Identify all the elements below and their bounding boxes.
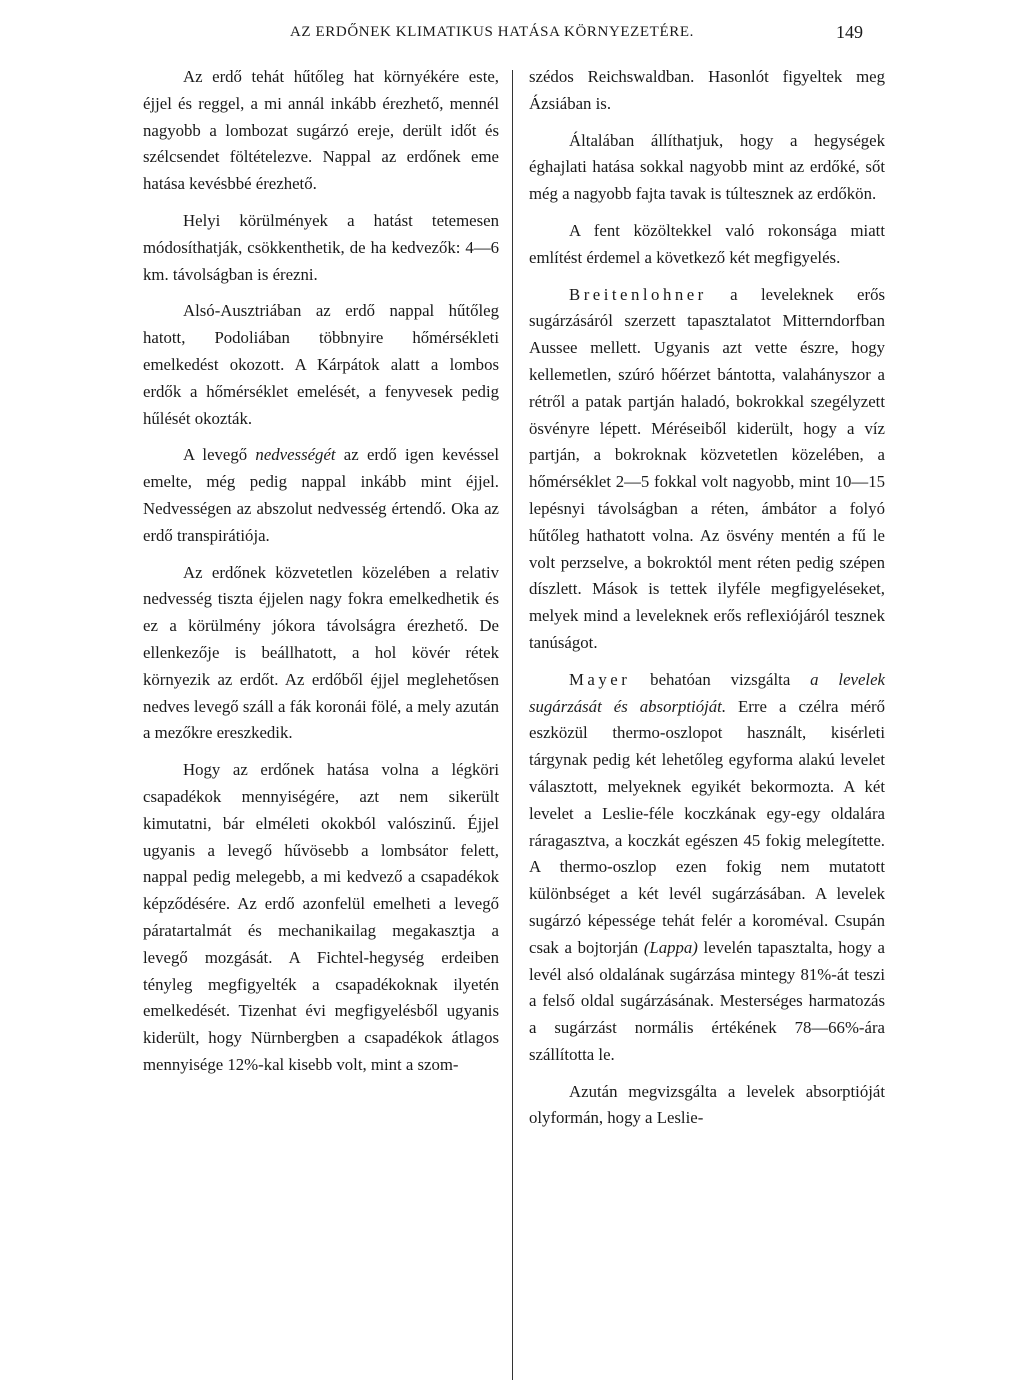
- text-run: a leveleknek erős sugárzásáról szerzett tapasztalatot Mitterndorfban Aussee mellett. Ugyanis azt vette észre, hogy kellemetlen, szúró hőérzet bántotta, valahányszor a rétről a patak partján haladó, bokrokkal szegélyzett ösvényre lépett. Méréseiből kiderült, hogy a víz partján, a bokroknak közvetetlen közelében, a hőmérséklet 2—5 fokkal volt nagyobb, mint 10—15 lepésnyi távolságban a réten, ámbátor a folyó hűtőleg hathatott volna. Az ösvény mentén a fű le volt perzselve, a bokroktól ment réten pedig szépen díszlett. Mások is tettek ilyféle megfigyeléseket, melyek mind a leveleknek erős reflexiójáról tesznek tanúságot.: [529, 284, 885, 652]
- paragraph: Az erdő tehát hűtőleg hat környékére este, éjjel és reggel, a mi annál inkább érezhető, mennél nagyobb a lombozat sugárzó ereje, derült időt és szélcsendet föltételezve. Nappal az erdőnek eme hatása kevésbbé érezhető.: [143, 67, 499, 194]
- text-run: levelén tapasztalta, hogy a levél alsó oldalának sugárzása mintegy 81%-át teszi a felső oldal sugárzásának. Mesterséges harmatozás a sugárzást normális értékének 78—66%-ára szállította le.: [529, 937, 885, 1064]
- paragraph: Hogy az erdőnek hatása volna a légköri csapadékok mennyiségére, azt nem sikerült kimutatni, bár elméleti okokból valószinű. Éjjel ugyanis a levegő hűvösebb a lombsátor felett, nappal pedig melegebb, a mi kedvező a csapadékok képződésére. Az erdő azonfelül emelheti a levegő páratartalmát és mechanikailag megakasztja a levegő mozgását. A Fichtel-hegység erdeiben tényleg megfigyelték a csapadékoknak ilyetén emelkedését. Tizenhat évi megfigyelésből ugyanis kiderült, hogy Nürnbergben a csapadékok átlagos mennyisége 12%-kal kisebb volt, mint a szom-: [143, 760, 499, 1074]
- left-column: [143, 64, 499, 1089]
- paragraph: Az erdőnek közvetetlen közelében a relativ nedvesség tiszta éjjelen nagy fokra emelkedhetik és ez a körülmény jókora távolságra érezhető. De ellenkezője is beállhatott, a hol kövér rétek környezik az erdőt. Az erdőből éjjel meglehetősen nedves levegő száll a fák koronái fölé, a mely azután a mezőkre ereszkedik.: [143, 562, 499, 743]
- paragraph: [529, 667, 885, 1069]
- page-number: 149: [836, 22, 863, 42]
- running-header: AZ ERDŐNEK KLIMATIKUS HATÁSA KÖRNYEZETÉRE.: [290, 24, 694, 40]
- text-run: az erdő igen kevéssel emelte, még pedig nappal inkább mint éjjel. Nedvességen az abszolut nedvesség értendő. Oka az erdő transpirátiója.: [143, 445, 499, 545]
- author-name: Mayer: [569, 669, 631, 689]
- column-divider: [512, 70, 513, 1380]
- paragraph: szédos Reichswaldban. Hasonlót figyeltek meg Ázsiában is.: [529, 67, 885, 113]
- author-name: Breitenlohner: [569, 284, 707, 304]
- paragraph: [143, 442, 499, 549]
- paragraph: Azután megvizsgálta a levelek absorptióját olyformán, hogy a Leslie-: [529, 1081, 885, 1128]
- text-run: A levegő: [183, 445, 256, 465]
- paragraph: A fent közöltekkel való rokonsága miatt említést érdemel a következő két megfigyelés.: [529, 220, 885, 267]
- paragraph: Helyi körülmények a hatást tetemesen módosíthatják, csökkenthetik, de ha kedvezők: 4—6 km. távolságban is érezni.: [143, 210, 499, 284]
- italic-term: (Lappa): [643, 937, 698, 957]
- text-run: Erre a czélra mérő eszközül thermo-oszlopot használt, kisérleti tárgynak pedig két lehetőleg egyforma alakú levelet választott, melyeknek egyikét bekormozta. A két levelet a Leslie-féle koczkának egy-egy oldalára ráragasztva, a koczkát egészen 45 fokig melegítette. A thermo-oszlop ezen fokig nem mutatott különbséget a két levél sugárzásában. A levelek sugárzó képessége tehát felér a koroméval. Csupán csak a bojtorján: [529, 696, 885, 957]
- italic-term: nedvességét: [255, 445, 336, 465]
- italic-term: a levelek sugárzását és absorptióját.: [529, 669, 885, 716]
- paragraph: Általában állíthatjuk, hogy a hegységek éghajlati hatása sokkal nagyobb mint az erdőké, sőt még a nagyobb fajta tavak is túltesznek az erdőkön.: [529, 130, 885, 204]
- right-column: [529, 64, 885, 1142]
- paragraph: [529, 282, 885, 657]
- paragraph: Alsó-Ausztriában az erdő nappal hűtőleg hatott, Podoliában többnyire hőmérsékleti emelkedést okozott. A Kárpátok alatt a lombos erdők a hőmérséklet emelését, a fenyvesek pedig hűlését okozták.: [143, 301, 499, 428]
- text-run: behatóan vizsgálta: [630, 669, 811, 689]
